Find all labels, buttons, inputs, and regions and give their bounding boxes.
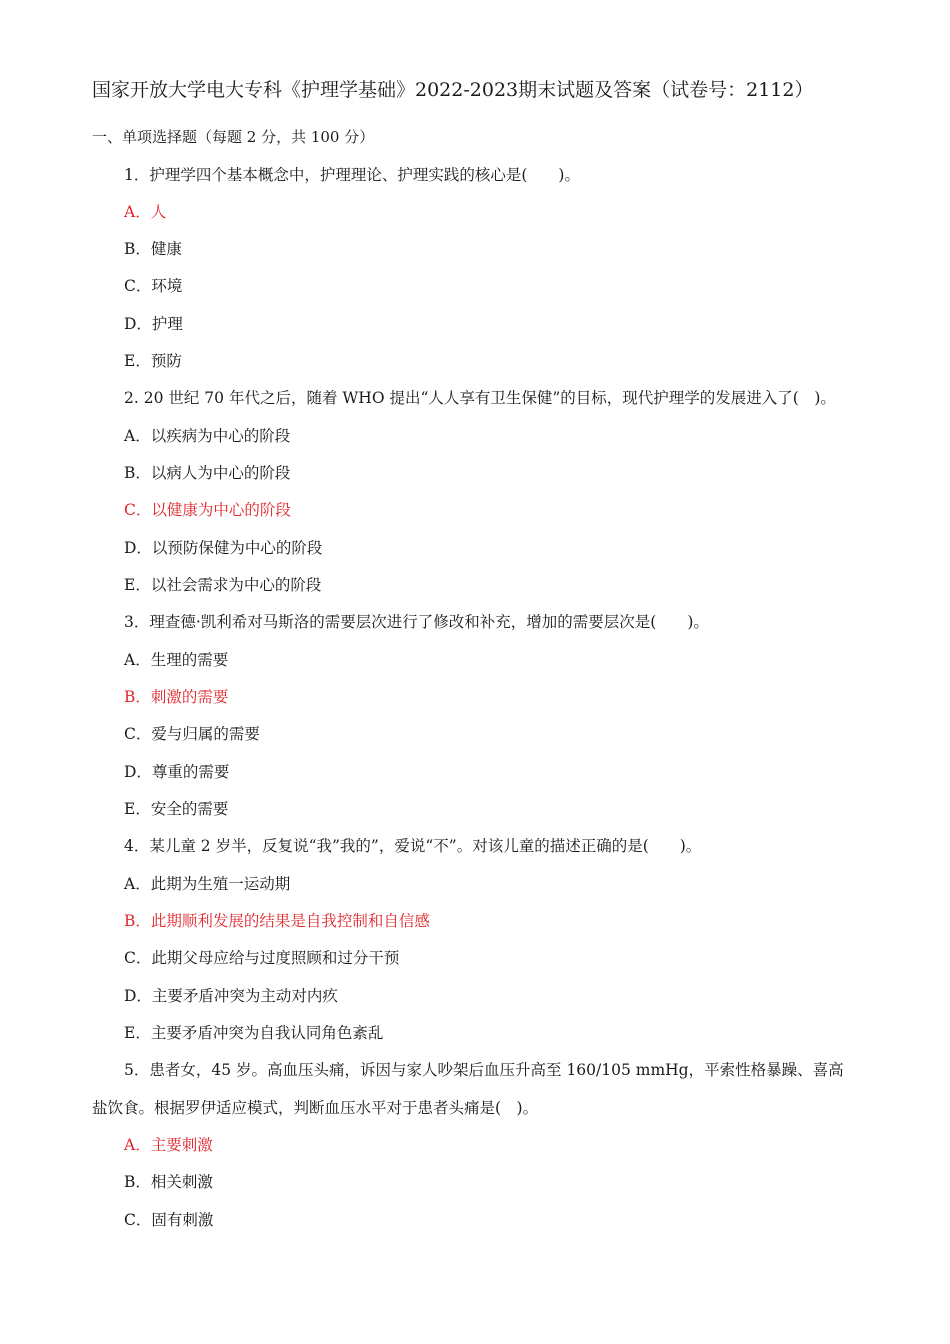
question-1-option-c: C．环境 — [124, 277, 183, 295]
document-title: 国家开放大学电大专科《护理学基础》2022-2023期末试题及答案（试卷号：2112） — [92, 79, 814, 101]
question-2-stem: 2. 20 世纪 70 年代之后，随着 WHO 提出“人人享有卫生保健”的目标，现代护理学的发展进入了( )。 — [124, 389, 836, 407]
section-heading: 一、单项选择题（每题 2 分，共 100 分） — [92, 128, 375, 146]
question-2-option-c: C．以健康为中心的阶段 — [124, 501, 291, 519]
question-4-option-b: B．此期顺利发展的结果是自我控制和自信感 — [124, 912, 430, 930]
question-3-option-a: A．生理的需要 — [124, 651, 229, 669]
question-5-stem: 5．患者女，45 岁。高血压头痛，诉因与家人吵架后血压升高至 160/105 mmHg，平索性格暴躁、喜高 — [124, 1061, 844, 1079]
question-5-stem-continued: 盐饮食。根据罗伊适应模式，判断血压水平对于患者头痛是( )。 — [92, 1099, 539, 1117]
question-5-option-a: A．主要刺激 — [124, 1136, 213, 1154]
question-2-option-d: D．以预防保健为中心的阶段 — [124, 539, 323, 557]
question-5-option-c: C．固有刺激 — [124, 1211, 214, 1229]
question-4-stem: 4．某儿童 2 岁半，反复说“我”我的”，爱说“不”。对该儿童的描述正确的是( )。 — [124, 837, 702, 855]
question-3-option-e: E．安全的需要 — [124, 800, 229, 818]
question-3-option-b: B．刺激的需要 — [124, 688, 229, 706]
question-3-option-c: C．爱与归属的需要 — [124, 725, 260, 743]
question-4-option-e: E．主要矛盾冲突为自我认同角色紊乱 — [124, 1024, 384, 1042]
question-3-option-d: D．尊重的需要 — [124, 763, 230, 781]
question-3-stem: 3．理查德·凯利希对马斯洛的需要层次进行了修改和补充，增加的需要层次是( )。 — [124, 613, 709, 631]
question-5-option-b: B．相关刺激 — [124, 1173, 213, 1191]
question-4-option-a: A．此期为生殖一运动期 — [124, 875, 291, 893]
question-2-option-b: B．以病人为中心的阶段 — [124, 464, 291, 482]
question-1-option-b: B．健康 — [124, 240, 182, 258]
question-1-option-a: A．人 — [124, 203, 167, 221]
question-4-option-d: D．主要矛盾冲突为主动对内疚 — [124, 987, 338, 1005]
question-2-option-e: E．以社会需求为中心的阶段 — [124, 576, 322, 594]
question-1-option-e: E．预防 — [124, 352, 182, 370]
question-2-option-a: A．以疾病为中心的阶段 — [124, 427, 291, 445]
question-4-option-c: C．此期父母应给与过度照顾和过分干预 — [124, 949, 400, 967]
question-1-stem: 1．护理学四个基本概念中，护理理论、护理实践的核心是( )。 — [124, 166, 580, 184]
question-1-option-d: D．护理 — [124, 315, 183, 333]
